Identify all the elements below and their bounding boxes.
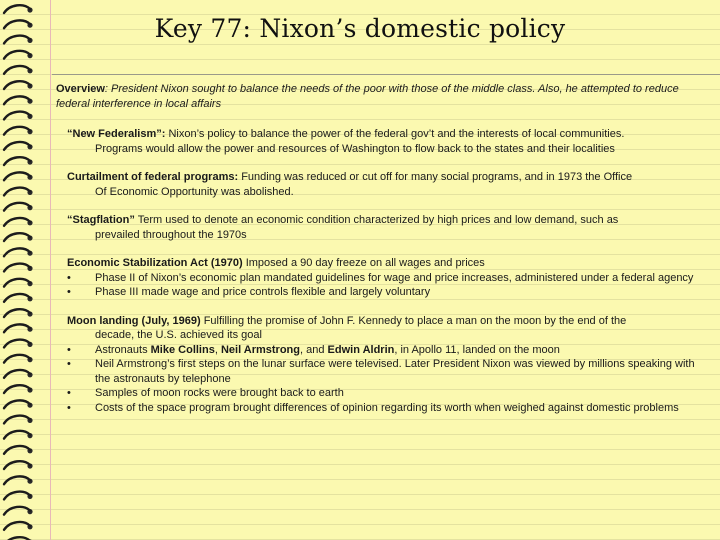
- spiral-coil: [4, 385, 33, 393]
- list-item: [67, 343, 702, 358]
- stagflation-entry: [67, 213, 702, 242]
- spiral-coil: [4, 461, 33, 469]
- spiral-coil: [4, 431, 33, 439]
- bullet-glyph: •: [67, 343, 71, 356]
- spiral-coil: [4, 142, 33, 150]
- bullet-glyph: •: [67, 387, 71, 399]
- spiral-coil: [4, 157, 33, 165]
- spiral-coil: [4, 112, 33, 120]
- spiral-coil: [4, 340, 33, 348]
- list-item: [67, 401, 702, 416]
- spiral-coil: [4, 476, 33, 484]
- spiral-coil: [4, 309, 33, 317]
- new-federalism-term: “New Federalism”:: [67, 128, 166, 140]
- spiral-coil: [4, 66, 33, 74]
- list-item: [67, 357, 702, 386]
- moon-landing-entry: [67, 314, 702, 416]
- page-title: Key 77: Nixon’s domestic policy: [154, 14, 566, 43]
- spiral-coil: [4, 248, 33, 256]
- new-federalism-entry: [67, 127, 702, 156]
- spiral-coil: [4, 264, 33, 272]
- margin-line: [50, 0, 51, 540]
- list-item: [67, 285, 702, 300]
- spiral-coil: [4, 446, 33, 454]
- notes-body: [56, 82, 702, 429]
- moon-landing-text: Fulfilling the promise of John F. Kennedy to place a man on the moon by the end of the: [200, 314, 627, 327]
- curtailment-term: Curtailment of federal programs:: [67, 171, 239, 183]
- moon-bullet-4: Costs of the space program brought differences of opinion regarding its worth when weighed against domestic problems: [95, 401, 679, 414]
- new-federalism-text: Nixon’s policy to balance the power of the federal gov’t and the interests of local communities.: [165, 128, 625, 140]
- overview-text: : President Nixon sought to balance the needs of the poor with those of the middle class. Also, he attempted to reduce federal interference in local affairs: [56, 83, 679, 110]
- spiral-coil: [4, 492, 33, 500]
- astronaut-name: Neil Armstrong: [220, 343, 300, 356]
- bullet-glyph: •: [67, 286, 71, 298]
- title-divider: [52, 74, 720, 75]
- bullet-glyph: •: [67, 271, 71, 284]
- spiral-coil: [4, 355, 33, 363]
- spiral-coil: [4, 400, 33, 408]
- moon-bullet-3: Samples of moon rocks were brought back to earth: [95, 387, 344, 399]
- spiral-coil: [4, 218, 33, 226]
- stagflation-text: Term used to denote an economic condition characterized by high prices and low demand, such as: [134, 214, 619, 226]
- new-federalism-continuation: Programs would allow the power and resources of Washington to flow back to the states and their localities: [95, 142, 615, 155]
- bullet-glyph: •: [67, 358, 71, 370]
- list-item: [67, 386, 702, 401]
- spiral-coil: [4, 127, 33, 135]
- stabilization-bullet-2: Phase III made wage and price controls flexible and largely voluntary: [95, 286, 431, 298]
- spiral-coil: [4, 370, 33, 378]
- moon-landing-continuation: decade, the U.S. achieved its goal: [95, 329, 262, 341]
- spiral-coil: [4, 96, 33, 104]
- moon-bullet-2: Neil Armstrong’s first steps on the lunar surface were televised. Later President Nixon was viewed by millions speaking with the astronauts by telephone: [95, 358, 695, 385]
- spiral-coil: [4, 172, 33, 180]
- spiral-coil: [4, 416, 33, 424]
- spiral-coil: [4, 522, 33, 530]
- stagflation-term: “Stagflation”: [67, 214, 135, 226]
- astronaut-name: Edwin Aldrin: [327, 343, 395, 356]
- stagflation-continuation: prevailed throughout the 1970s: [95, 228, 247, 241]
- curtailment-continuation: Of Economic Opportunity was abolished.: [95, 185, 294, 198]
- curtailment-entry: [67, 170, 702, 199]
- spiral-coil: [4, 5, 33, 13]
- spiral-coil: [4, 279, 33, 287]
- spiral-coil: [4, 203, 33, 211]
- spiral-coil: [4, 188, 33, 196]
- stabilization-bullet-1: Phase II of Nixon’s economic plan mandated guidelines for wage and price increases, administered under a federal agency: [95, 271, 694, 284]
- overview-label: Overview: [56, 83, 105, 95]
- stabilization-entry: [67, 256, 702, 300]
- stabilization-text: Imposed a 90 day freeze on all wages and prices: [242, 257, 485, 269]
- overview-paragraph: [56, 82, 702, 111]
- curtailment-text: Funding was reduced or cut off for many social programs, and in 1973 the Office: [238, 171, 633, 183]
- spiral-coil: [4, 233, 33, 241]
- moon-landing-term: Moon landing (July, 1969): [67, 314, 201, 327]
- stabilization-term: Economic Stabilization Act (1970): [67, 257, 243, 269]
- list-item: [67, 271, 702, 286]
- astronaut-name: Mike Collins: [150, 343, 215, 356]
- spiral-coil: [4, 51, 33, 59]
- spiral-coil: [4, 81, 33, 89]
- bullet-glyph: •: [67, 401, 71, 414]
- moon-bullet-1: Astronauts Mike Collins, Neil Armstrong, and Edwin Aldrin, in Apollo 11, landed on the moon: [95, 343, 560, 356]
- spiral-coil: [4, 294, 33, 302]
- spiral-coil: [4, 324, 33, 332]
- spiral-coil: [4, 507, 33, 515]
- spiral-binding: [0, 0, 46, 540]
